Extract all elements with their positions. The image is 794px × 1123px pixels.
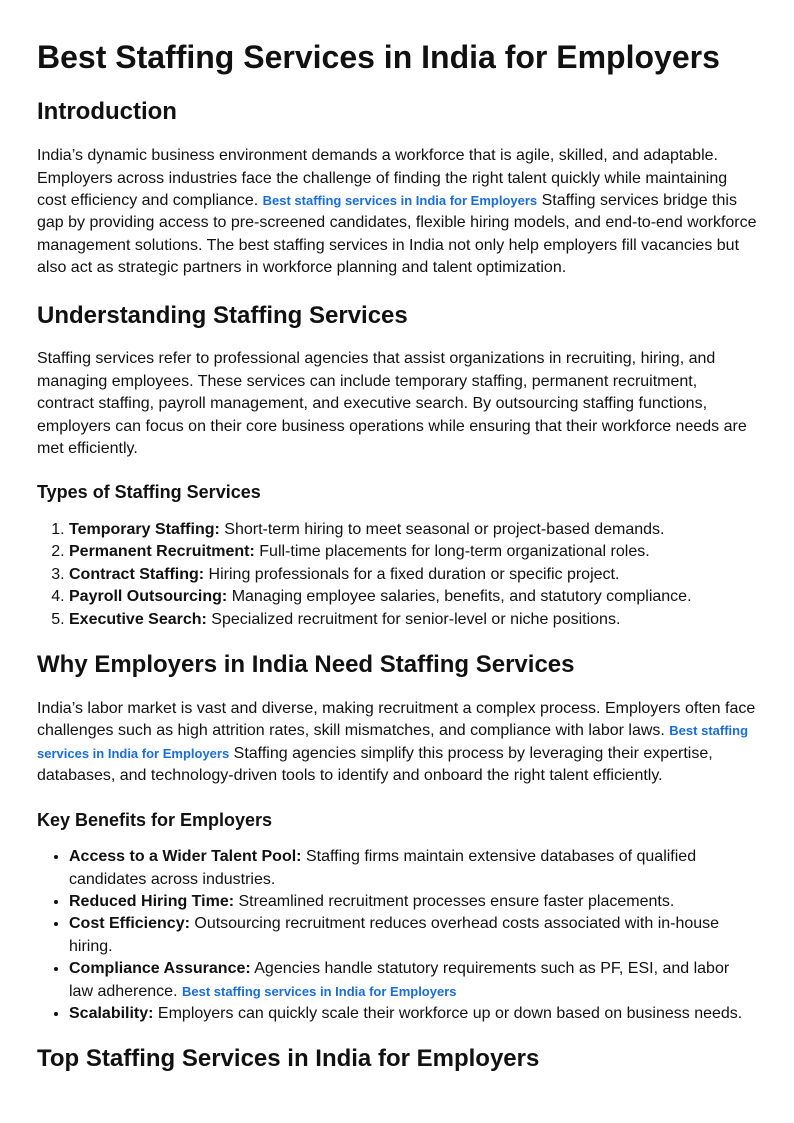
types-list bbox=[37, 519, 757, 631]
list-item-term: Executive Search: bbox=[69, 610, 207, 628]
why-text-start: India’s labor market is vast and diverse, making recruitment a complex process. Employers often face challenges such as high attrition rates, skill mismatches, and compliance with labor laws. bbox=[37, 699, 756, 740]
list-item-desc: Managing employee salaries, benefits, and statutory compliance. bbox=[227, 588, 692, 606]
list-item-desc: Outsourcing recruitment reduces overhead costs associated with in-house hiring. bbox=[69, 915, 720, 955]
list-item bbox=[69, 891, 757, 913]
list-item bbox=[69, 541, 757, 563]
subheading-types: Types of Staffing Services bbox=[37, 482, 261, 503]
list-item bbox=[69, 1003, 757, 1025]
list-item bbox=[69, 958, 757, 1003]
list-item-term: Compliance Assurance: bbox=[69, 960, 251, 978]
intro-link[interactable]: Best staffing services in India for Employers bbox=[262, 193, 538, 208]
benefits-list bbox=[37, 846, 757, 1025]
list-item bbox=[69, 519, 757, 541]
list-item-term: Payroll Outsourcing: bbox=[69, 588, 228, 606]
list-item bbox=[69, 609, 757, 631]
list-item-desc: Staffing firms maintain extensive databases of qualified candidates across industries. bbox=[69, 848, 697, 888]
list-item-term: Permanent Recruitment: bbox=[69, 543, 255, 561]
subheading-benefits: Key Benefits for Employers bbox=[37, 809, 273, 830]
list-item-desc: Specialized recruitment for senior-level or niche positions. bbox=[206, 610, 621, 628]
why-text-end: Staffing agencies simplify this process by leveraging their expertise, databases, and technology-driven tools to identify and onboard the right talent efficiently. bbox=[37, 744, 713, 785]
compliance-link[interactable]: Best staffing services in India for Employers bbox=[181, 983, 457, 999]
intro-text-start: India’s dynamic business environment demands a workforce that is agile, skilled, and adaptable. Employers across industries face the challenge of finding the right talent quickly while maintaining cost efficiency and compliance. bbox=[37, 147, 728, 209]
list-item bbox=[69, 913, 757, 958]
list-item-desc: Short-term hiring to meet seasonal or project-based demands. bbox=[219, 521, 665, 539]
intro-text-end: Staffing services bridge this gap by providing access to pre-screened candidates, flexible hiring models, and end-to-end workforce management solutions. The best staffing services in India not only help employers fill vacancies but also act as strategic partners in workforce planning and talent optimization. bbox=[37, 192, 757, 277]
list-item-term: Cost Efficiency: bbox=[69, 915, 190, 933]
list-item-desc: Full-time placements for long-term organizational roles. bbox=[254, 543, 650, 561]
why-link[interactable]: Best staffing services in India for Employers bbox=[37, 723, 749, 761]
why-paragraph bbox=[37, 698, 757, 788]
section-heading-top-services: Top Staffing Services in India for Employers bbox=[37, 1045, 540, 1073]
section-heading-why: Why Employers in India Need Staffing Services bbox=[37, 651, 575, 679]
list-item-desc: Streamlined recruitment processes ensure faster placements. bbox=[234, 892, 675, 910]
understanding-paragraph: Staffing services refer to professional agencies that assist organizations in recruiting, hiring, and managing employees. These services can include temporary staffing, permanent recruitment, contract staffing, payroll management, and executive search. By outsourcing staffing functions, employers can focus on their core business operations while ensuring that their workforce needs are met efficiently. bbox=[37, 350, 747, 458]
section-heading-understanding: Understanding Staffing Services bbox=[37, 301, 408, 329]
list-item-desc: Agencies handle statutory requirements such as PF, ESI, and labor law adherence. bbox=[69, 960, 730, 1000]
list-item bbox=[69, 846, 757, 891]
list-item bbox=[69, 564, 757, 586]
list-item-desc: Hiring professionals for a fixed duration or specific project. bbox=[204, 565, 620, 583]
list-item-desc: Employers can quickly scale their workforce up or down based on business needs. bbox=[153, 1004, 743, 1022]
list-item bbox=[69, 586, 757, 608]
list-item-term: Reduced Hiring Time: bbox=[69, 892, 235, 910]
intro-paragraph bbox=[37, 145, 757, 279]
section-heading-introduction: Introduction bbox=[37, 98, 177, 126]
list-item-term: Temporary Staffing: bbox=[69, 521, 220, 539]
page-title: Best Staffing Services in India for Employers bbox=[37, 39, 720, 75]
list-item-term: Scalability: bbox=[69, 1004, 154, 1022]
list-item-term: Contract Staffing: bbox=[69, 565, 205, 583]
list-item-term: Access to a Wider Talent Pool: bbox=[69, 848, 302, 866]
